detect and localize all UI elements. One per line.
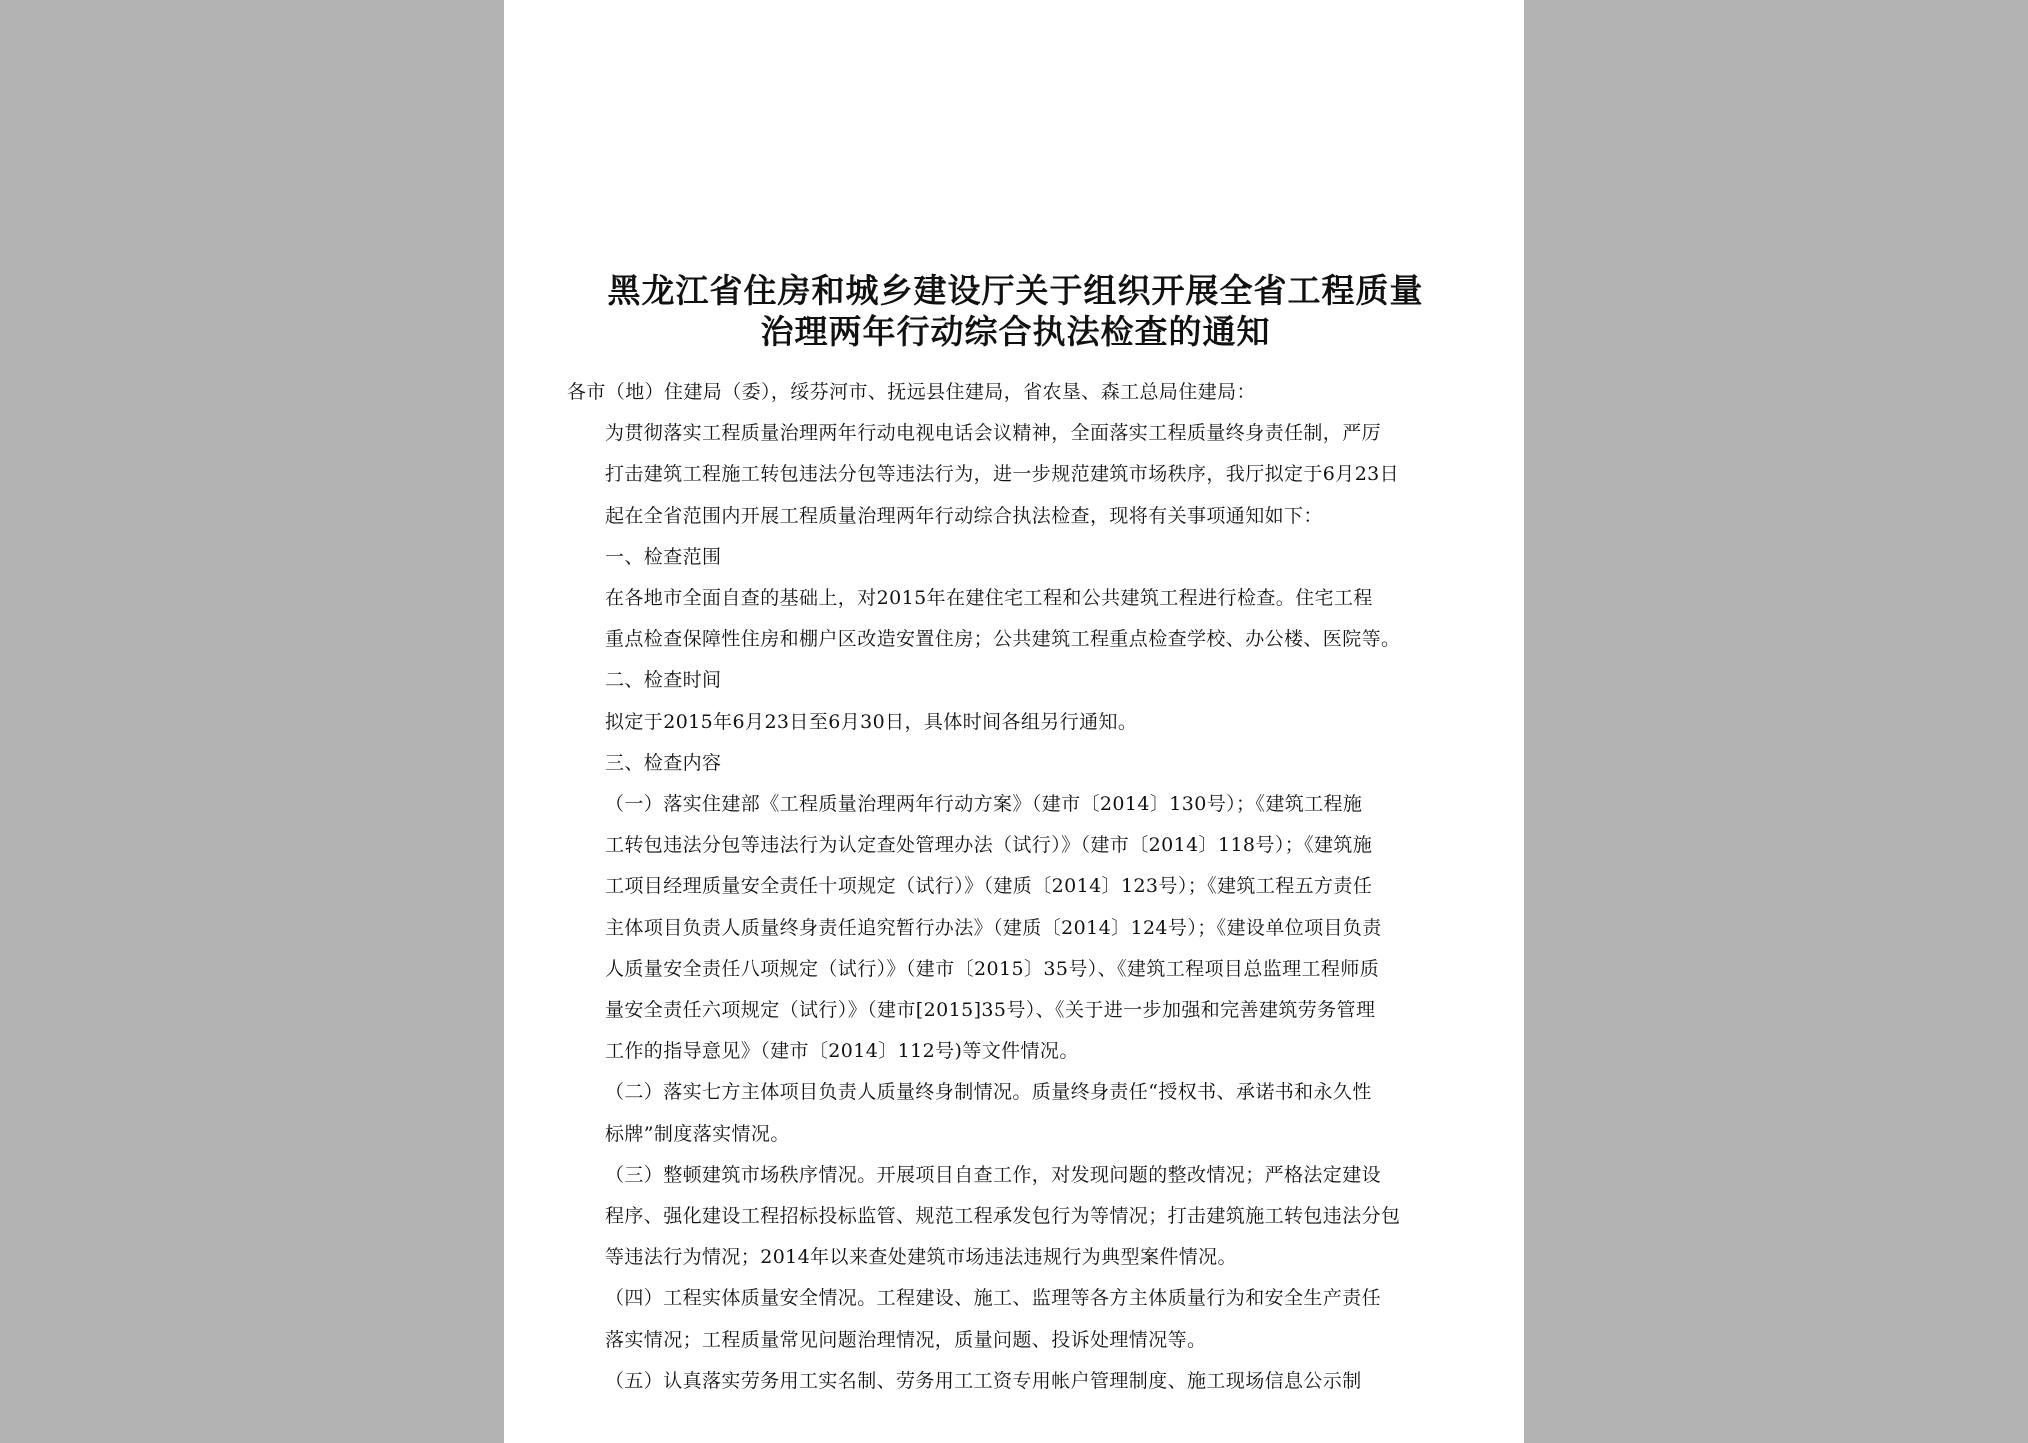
text-line: （一）落实住建部《工程质量治理两年行动方案》（建市〔2014〕130号）；《建筑工程施	[605, 793, 1363, 816]
text-line: 一、检查范围	[605, 545, 722, 568]
paragraph	[567, 743, 1464, 784]
text-line: 拟定于2015年6月23日至6月30日，具体时间各组另行通知。	[605, 710, 1138, 733]
text-line: （五）认真落实劳务用工实名制、劳务用工工资专用帐户管理制度、施工现场信息公示制	[605, 1369, 1362, 1392]
paragraph	[567, 578, 1464, 660]
text-line: 各市（地）住建局（委），绥芬河市、抚远县住建局，省农垦、森工总局住建局：	[567, 381, 1256, 403]
text-line: 程序、强化建设工程招标投标监管、规范工程承发包行为等情况；打击建筑施工转包违法分包	[605, 1205, 1401, 1228]
text-line: 工项目经理质量安全责任十项规定（试行）》（建质〔2014〕123号）；《建筑工程五方责任	[605, 875, 1373, 898]
paragraph	[567, 1278, 1464, 1360]
paragraph	[567, 660, 1464, 701]
text-line: 标牌”制度落实情况。	[605, 1122, 790, 1145]
text-line: 工转包违法分包等违法行为认定查处管理办法（试行）》（建市〔2014〕118号）；《建筑施	[605, 834, 1373, 857]
paragraph	[567, 372, 1464, 413]
paragraph	[567, 1072, 1464, 1154]
text-line: 人质量安全责任八项规定（试行）》（建市〔2015〕35号）、《建筑工程项目总监理工程师质	[605, 957, 1380, 980]
text-line: 起在全省范围内开展工程质量治理两年行动综合执法检查，现将有关事项通知如下：	[605, 504, 1323, 527]
text-line: 二、检查时间	[605, 669, 722, 692]
document-page	[504, 0, 1524, 1443]
text-line: （四）工程实体质量安全情况。工程建设、施工、监理等各方主体质量行为和安全生产责任	[605, 1287, 1382, 1310]
paragraph	[567, 1361, 1464, 1402]
text-line: 打击建筑工程施工转包违法分包等违法行为，进一步规范建筑市场秩序，我厅拟定于6月23日	[605, 463, 1400, 486]
title-line: 治理两年行动综合执法检查的通知	[760, 312, 1271, 351]
text-line: 在各地市全面自查的基础上，对2015年在建住宅工程和公共建筑工程进行检查。住宅工程	[605, 587, 1373, 610]
text-line: 量安全责任六项规定（试行）》（建市[2015]35号）、《关于进一步加强和完善建筑劳务管理	[605, 999, 1376, 1022]
text-line: （二）落实七方主体项目负责人质量终身制情况。质量终身责任“授权书、承诺书和永久性	[605, 1081, 1372, 1104]
document-title	[567, 270, 1464, 352]
document-body	[567, 372, 1464, 1402]
text-line: 落实情况；工程质量常见问题治理情况，质量问题、投诉处理情况等。	[605, 1328, 1207, 1351]
paragraph	[567, 537, 1464, 578]
text-line: 等违法行为情况；2014年以来查处建筑市场违法违规行为典型案件情况。	[605, 1246, 1237, 1269]
text-line: 三、检查内容	[605, 751, 722, 774]
paragraph	[567, 784, 1464, 1072]
paragraph	[567, 1155, 1464, 1279]
text-line: （三）整顿建筑市场秩序情况。开展项目自查工作，对发现问题的整改情况；严格法定建设	[605, 1163, 1382, 1186]
paragraph	[567, 702, 1464, 743]
text-line: 为贯彻落实工程质量治理两年行动电视电话会议精神，全面落实工程质量终身责任制，严厉	[605, 422, 1382, 445]
text-line: 主体项目负责人质量终身责任追究暂行办法》（建质〔2014〕124号）；《建设单位项目负责	[605, 916, 1382, 939]
text-line: 工作的指导意见》（建市〔2014〕112号)等文件情况。	[605, 1040, 1079, 1063]
paragraph	[567, 413, 1464, 537]
text-line: 重点检查保障性住房和棚户区改造安置住房；公共建筑工程重点检查学校、办公楼、医院等。	[605, 628, 1401, 651]
title-line: 黑龙江省住房和城乡建设厅关于组织开展全省工程质量	[607, 271, 1424, 310]
